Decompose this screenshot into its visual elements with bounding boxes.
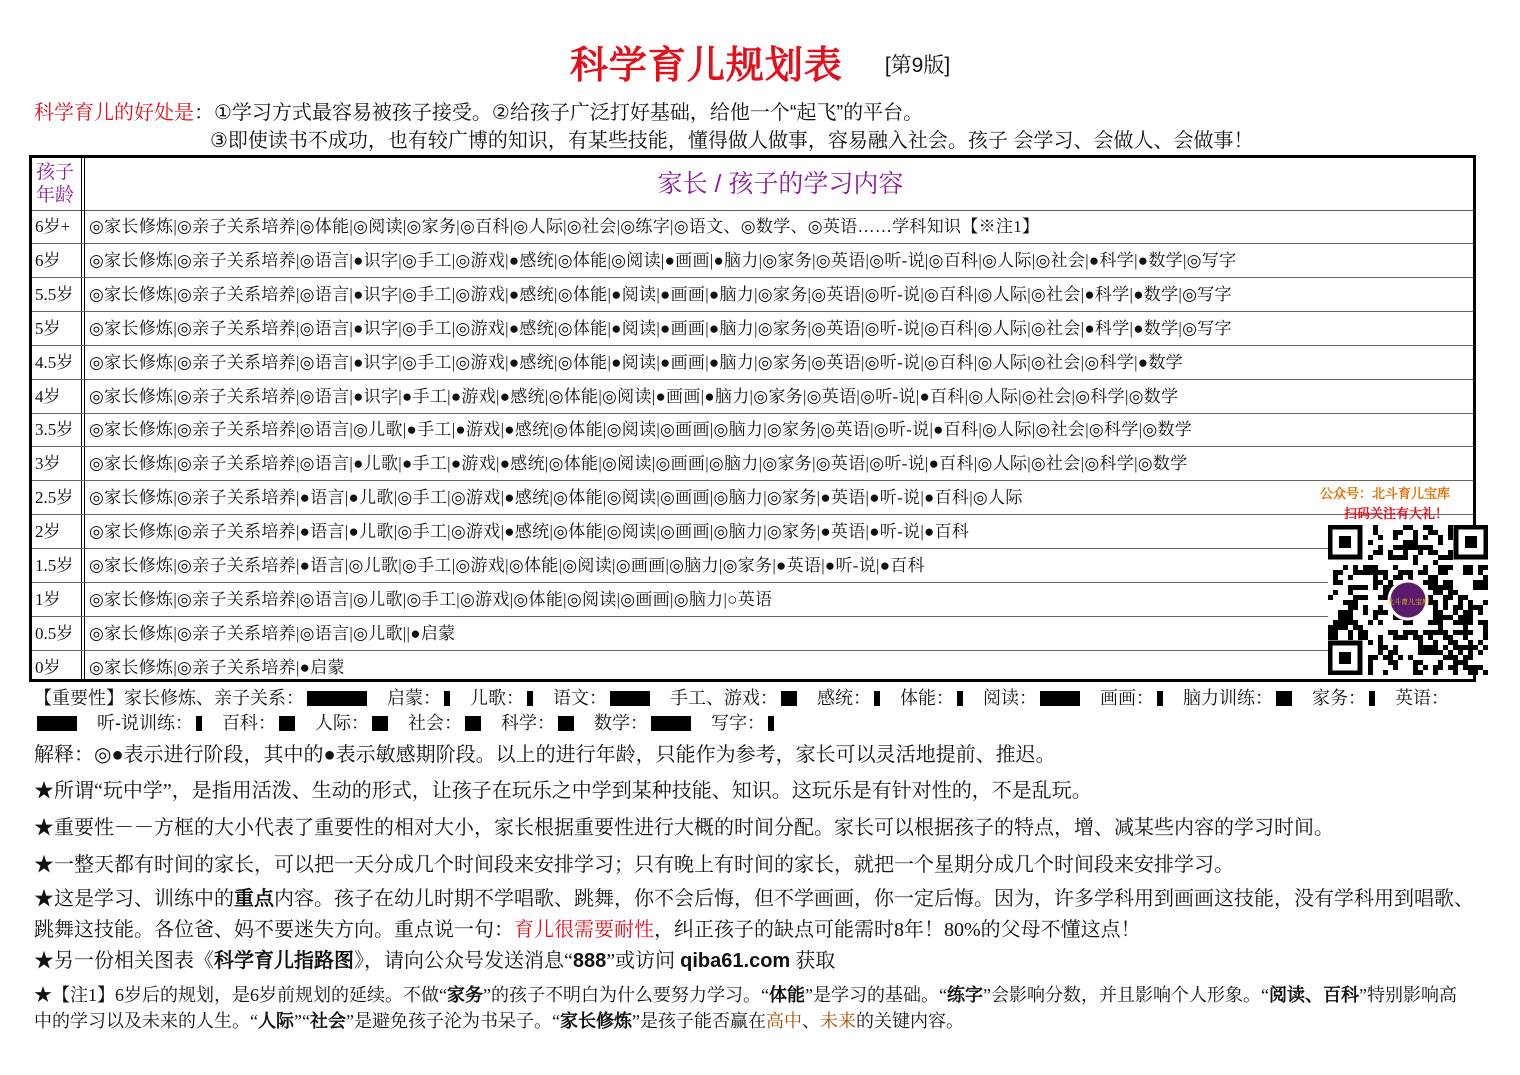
importance-label: 【重要性】 bbox=[34, 688, 124, 708]
benefit-line-1 bbox=[34, 96, 923, 125]
importance-item bbox=[222, 713, 295, 733]
table-row bbox=[32, 210, 1473, 244]
table-row bbox=[32, 278, 1473, 312]
row-age: 3.5岁 bbox=[35, 420, 74, 440]
row-age: 0岁 bbox=[35, 657, 61, 677]
note-time: ★一整天都有时间的家长，可以把一天分成几个时间段来安排学习；只有晚上有时间的家长，就把一个星期分成几个时间段来安排学习。 bbox=[34, 854, 1234, 876]
row-items: ◎家长修炼|◎亲子关系培养|◎语言|●识字|●手工|●游戏|●感统|◎体能|◎阅读|●画画|●脑力|◎家务|◎英语|◎听-说|●百科|◎人际|◎社会|◎科学|◎数学 bbox=[89, 386, 1179, 406]
table-row bbox=[32, 651, 1473, 684]
importance-item-name: 人际： bbox=[315, 713, 369, 733]
importance-item bbox=[983, 688, 1080, 708]
note-play: ★所谓“玩中学”，是指用活泼、生动的形式，让孩子在玩乐之中学到某种技能、知识。这玩乐是有针对性的，不是乱玩。 bbox=[34, 780, 1092, 802]
note-chart-e: ”或访问 bbox=[606, 950, 681, 972]
importance-bar bbox=[1040, 691, 1080, 706]
importance-item-name: 手工、游戏： bbox=[670, 688, 778, 708]
table-row bbox=[32, 380, 1473, 414]
importance-item-name: 社会： bbox=[408, 713, 462, 733]
importance-legend bbox=[34, 686, 1474, 736]
table-row bbox=[32, 481, 1473, 515]
n1h: 阅读、百科 bbox=[1268, 985, 1359, 1005]
page-title: 科学育儿规划表 bbox=[569, 45, 843, 87]
n1p: 高中 bbox=[765, 1011, 802, 1031]
importance-item bbox=[711, 713, 774, 733]
row-age: 2岁 bbox=[35, 522, 61, 542]
row-age: 0.5岁 bbox=[35, 623, 74, 643]
importance-item-name: 阅读： bbox=[983, 688, 1037, 708]
importance-item bbox=[1183, 688, 1292, 708]
importance-item-name: 感统： bbox=[817, 688, 871, 708]
website-link[interactable]: qiba61.com bbox=[680, 950, 791, 972]
qr-follow-label: 扫码关注有大礼！ bbox=[1344, 506, 1449, 521]
importance-item bbox=[470, 688, 533, 708]
row-age: 6岁+ bbox=[35, 217, 71, 236]
importance-item bbox=[1100, 688, 1163, 708]
importance-item bbox=[315, 713, 388, 733]
n1k: ”“ bbox=[294, 1011, 310, 1031]
importance-bar bbox=[610, 691, 650, 706]
row-items: ◎家长修炼|◎亲子关系培养|●语言|◎儿歌|◎手工|◎游戏|◎体能|◎阅读|◎画画|◎脑力|◎家务|●英语|●听-说|●百科 bbox=[89, 556, 925, 575]
table-row bbox=[32, 413, 1473, 447]
n1i: ”特别影响高中的学习以及未来的人生。“ bbox=[34, 985, 1457, 1031]
row-items: ◎家长修炼|◎亲子关系培养|◎体能|◎阅读|◎家务|◎百科|◎人际|◎社会|◎练字|◎语文、◎数学、◎英语……学科知识【※注1】 bbox=[89, 217, 1040, 236]
qr-block bbox=[1302, 483, 1492, 678]
row-items: ◎家长修炼|◎亲子关系培养|◎语言|●识字|◎手工|◎游戏|●感统|◎体能|◎阅读|●画画|●脑力|◎家务|◎英语|◎听-说|◎百科|◎人际|◎社会|●科学|●数学|◎写字 bbox=[89, 250, 1237, 270]
row-items: ◎家长修炼|◎亲子关系培养|●语言|●儿歌|◎手工|◎游戏|●感统|◎体能|◎阅读|◎画画|◎脑力|◎家务|●英语|●听-说|●百科 bbox=[89, 522, 970, 542]
importance-item-name: 写字： bbox=[711, 713, 765, 733]
note-chart bbox=[34, 946, 1474, 977]
table-row bbox=[32, 447, 1473, 481]
importance-item bbox=[387, 688, 450, 708]
importance-item bbox=[1312, 688, 1375, 708]
table-row bbox=[32, 312, 1473, 346]
n1l: 社会 bbox=[309, 1011, 346, 1031]
row-age: 6岁 bbox=[35, 250, 61, 270]
importance-item-name: 脑力训练： bbox=[1183, 688, 1273, 708]
importance-bar bbox=[196, 716, 202, 731]
plan-table bbox=[29, 155, 1476, 682]
importance-bar bbox=[651, 716, 691, 731]
importance-item-name: 画画： bbox=[1100, 688, 1154, 708]
note-key-d: 育儿很需要耐性 bbox=[514, 919, 654, 941]
row-items: ◎家长修炼|◎亲子关系培养|◎语言|●儿歌|●手工|●游戏|●感统|◎体能|◎阅读|◎画画|◎脑力|◎家务|◎英语|◎听-说|●百科|◎人际|◎社会|◎科学|◎数学 bbox=[89, 454, 1188, 474]
row-items: ◎家长修炼|◎亲子关系培养|●语言|●儿歌|◎手工|◎游戏|●感统|◎体能|◎阅读|◎画画|◎脑力|◎家务|●英语|●听-说|●百科|◎人际 bbox=[89, 488, 1023, 508]
importance-item-name: 家长修炼、亲子关系： bbox=[124, 688, 304, 708]
importance-item bbox=[408, 713, 481, 733]
importance-item bbox=[817, 688, 880, 708]
n1j: 人际 bbox=[258, 1011, 294, 1031]
n1s: 的关键内容。 bbox=[855, 1011, 964, 1031]
table-row bbox=[32, 617, 1473, 651]
row-age: 4.5岁 bbox=[35, 352, 74, 372]
table-row bbox=[32, 515, 1473, 549]
importance-item-name: 儿歌： bbox=[470, 688, 524, 708]
importance-item bbox=[97, 713, 202, 733]
note-chart-c: 》，请向公众号发送消息“ bbox=[354, 950, 573, 972]
table-row bbox=[32, 244, 1473, 278]
row-items: ◎家长修炼|◎亲子关系培养|◎语言|◎儿歌||●启蒙 bbox=[89, 623, 456, 643]
note-chart-b: 科学育儿指路图 bbox=[214, 950, 354, 972]
qr-account-label: 公众号：北斗育儿宝库 bbox=[1320, 486, 1451, 501]
note-key-c: 内容。孩子在幼儿时期不学唱歌、跳舞，你不会后悔，但不学画画，你一定后悔。因为，许多学科用到画画这技能，没有学科用到唱歌、跳舞这技能。各位爸、妈不要迷失方向。重点说一句： bbox=[34, 888, 1474, 941]
importance-item bbox=[594, 713, 691, 733]
note-explain: 解释：◎●表示进行阶段，其中的●表示敏感期阶段。以上的进行年龄，只能作为参考，家长可以灵活地提前、推迟。 bbox=[34, 744, 1056, 766]
importance-bar bbox=[1157, 691, 1163, 706]
row-age: 5岁 bbox=[35, 318, 61, 338]
row-items: ◎家长修炼|◎亲子关系培养|◎语言|●识字|◎手工|◎游戏|●感统|◎体能|●阅读|●画画|●脑力|◎家务|◎英语|◎听-说|◎百科|◎人际|◎社会|●科学|●数学|◎写字 bbox=[89, 284, 1232, 304]
benefit-text-1: ：①学习方式最容易被孩子接受。②给孩子广泛打好基础，给他一个“起飞”的平台。 bbox=[194, 102, 924, 124]
note-key bbox=[34, 884, 1474, 946]
importance-item bbox=[501, 713, 574, 733]
row-items: ◎家长修炼|◎亲子关系培养|◎语言|●识字|◎手工|◎游戏|●感统|◎体能|●阅读|●画画|●脑力|◎家务|◎英语|◎听-说|◎百科|◎人际|◎社会|◎科学|●数学 bbox=[89, 352, 1183, 372]
n1q: 、 bbox=[801, 1011, 820, 1031]
note-key-e: ，纠正孩子的缺点可能需时8年！80%的父母不懂这点！ bbox=[654, 919, 1141, 941]
row-age: 1岁 bbox=[35, 589, 61, 609]
age-header-line-2: 年龄 bbox=[36, 185, 75, 206]
row-age: 5.5岁 bbox=[35, 284, 74, 304]
importance-item-name: 启蒙： bbox=[387, 688, 441, 708]
table-row bbox=[32, 346, 1473, 380]
importance-item-name: 家务： bbox=[1312, 688, 1366, 708]
content-header: 家长 / 孩子的学习内容 bbox=[657, 170, 904, 198]
row-items: ◎家长修炼|◎亲子关系培养|●启蒙 bbox=[89, 657, 345, 677]
table-header bbox=[32, 158, 1473, 211]
importance-bar bbox=[37, 716, 77, 731]
importance-bar bbox=[957, 691, 963, 706]
importance-bar bbox=[874, 691, 880, 706]
importance-item bbox=[670, 688, 797, 708]
importance-bar bbox=[372, 716, 388, 731]
note-chart-a: ★另一份相关图表《 bbox=[34, 950, 214, 972]
n1m: ”是避免孩子沦为书呆子。“ bbox=[345, 1011, 560, 1031]
importance-item bbox=[124, 688, 367, 708]
importance-bar bbox=[781, 691, 797, 706]
row-items: ◎家长修炼|◎亲子关系培养|◎语言|◎儿歌|●手工|●游戏|●感统|◎体能|◎阅读|◎画画|◎脑力|◎家务|◎英语|◎听-说|●百科|◎人际|◎社会|◎科学|◎数学 bbox=[89, 420, 1193, 440]
n1g: ”会影响分数，并且影响个人形象。“ bbox=[982, 985, 1269, 1005]
benefit-line-2: ③即使读书不成功，也有较广博的知识，有某些技能，懂得做人做事，容易融入社会。孩子 会学习、会做人、会做事！ bbox=[210, 130, 1254, 152]
n1e: ”是学习的基础。“ bbox=[804, 985, 947, 1005]
importance-item-name: 语文： bbox=[553, 688, 607, 708]
note-chart-d: 888 bbox=[572, 950, 607, 972]
importance-item bbox=[553, 688, 650, 708]
n1a: ★【注1】6岁后的规划，是6岁前规划的延续。不做“ bbox=[34, 985, 447, 1005]
qr-code-icon[interactable] bbox=[1328, 525, 1488, 675]
row-age: 4岁 bbox=[35, 386, 61, 406]
importance-bar bbox=[768, 716, 774, 731]
importance-item bbox=[900, 688, 963, 708]
row-age: 2.5岁 bbox=[35, 488, 74, 508]
importance-item-name: 百科： bbox=[222, 713, 276, 733]
importance-bar bbox=[307, 691, 367, 706]
title-row bbox=[0, 34, 1520, 89]
table-row bbox=[32, 549, 1473, 583]
note-chart-g: 获取 bbox=[790, 950, 836, 972]
importance-item-name: 科学： bbox=[501, 713, 555, 733]
qr-center-label: 北斗育儿宝库 bbox=[1387, 598, 1429, 606]
row-age: 3岁 bbox=[35, 454, 61, 474]
age-header bbox=[32, 158, 82, 210]
importance-item-name: 英语： bbox=[1395, 688, 1449, 708]
row-items: ◎家长修炼|◎亲子关系培养|◎语言|◎儿歌|◎手工|◎游戏|◎体能|◎阅读|◎画画|◎脑力|○英语 bbox=[89, 589, 773, 609]
edition-label: [第9版] bbox=[884, 54, 951, 77]
importance-bar bbox=[1276, 691, 1292, 706]
importance-bar bbox=[558, 716, 574, 731]
age-header-line-1: 孩子 bbox=[36, 162, 75, 183]
importance-bar bbox=[527, 691, 533, 706]
importance-bar bbox=[465, 716, 481, 731]
n1r: 未来 bbox=[819, 1011, 856, 1031]
n1n: 家长修炼 bbox=[559, 1011, 632, 1031]
importance-item-name: 体能： bbox=[900, 688, 954, 708]
n1c: ”的孩子不明白为什么要努力学习。“ bbox=[483, 985, 769, 1005]
note-key-a: ★这是学习、训练中的 bbox=[34, 888, 234, 910]
n1f: 练字 bbox=[946, 985, 983, 1005]
n1b: 家务 bbox=[447, 985, 483, 1005]
row-age: 1.5岁 bbox=[35, 556, 74, 575]
importance-bar bbox=[444, 691, 450, 706]
note-importance: ★重要性－－方框的大小代表了重要性的相对大小，家长根据重要性进行大概的时间分配。家长可以根据孩子的特点，增、减某些内容的学习时间。 bbox=[34, 817, 1334, 839]
importance-item-name: 数学： bbox=[594, 713, 648, 733]
importance-item-name: 听-说训练： bbox=[97, 713, 193, 733]
importance-bar bbox=[1369, 691, 1375, 706]
benefit-label: 科学育儿的好处是 bbox=[34, 102, 194, 124]
table-row bbox=[32, 583, 1473, 617]
note-1 bbox=[34, 982, 1474, 1034]
note-key-b: 重点 bbox=[234, 888, 274, 910]
n1o: ”是孩子能否赢在 bbox=[631, 1011, 766, 1031]
row-items: ◎家长修炼|◎亲子关系培养|◎语言|●识字|◎手工|◎游戏|●感统|◎体能|●阅读|●画画|●脑力|◎家务|◎英语|◎听-说|◎百科|◎人际|◎社会|●科学|●数学|◎写字 bbox=[89, 318, 1232, 338]
importance-bar bbox=[279, 716, 295, 731]
n1d: 体能 bbox=[768, 985, 805, 1005]
